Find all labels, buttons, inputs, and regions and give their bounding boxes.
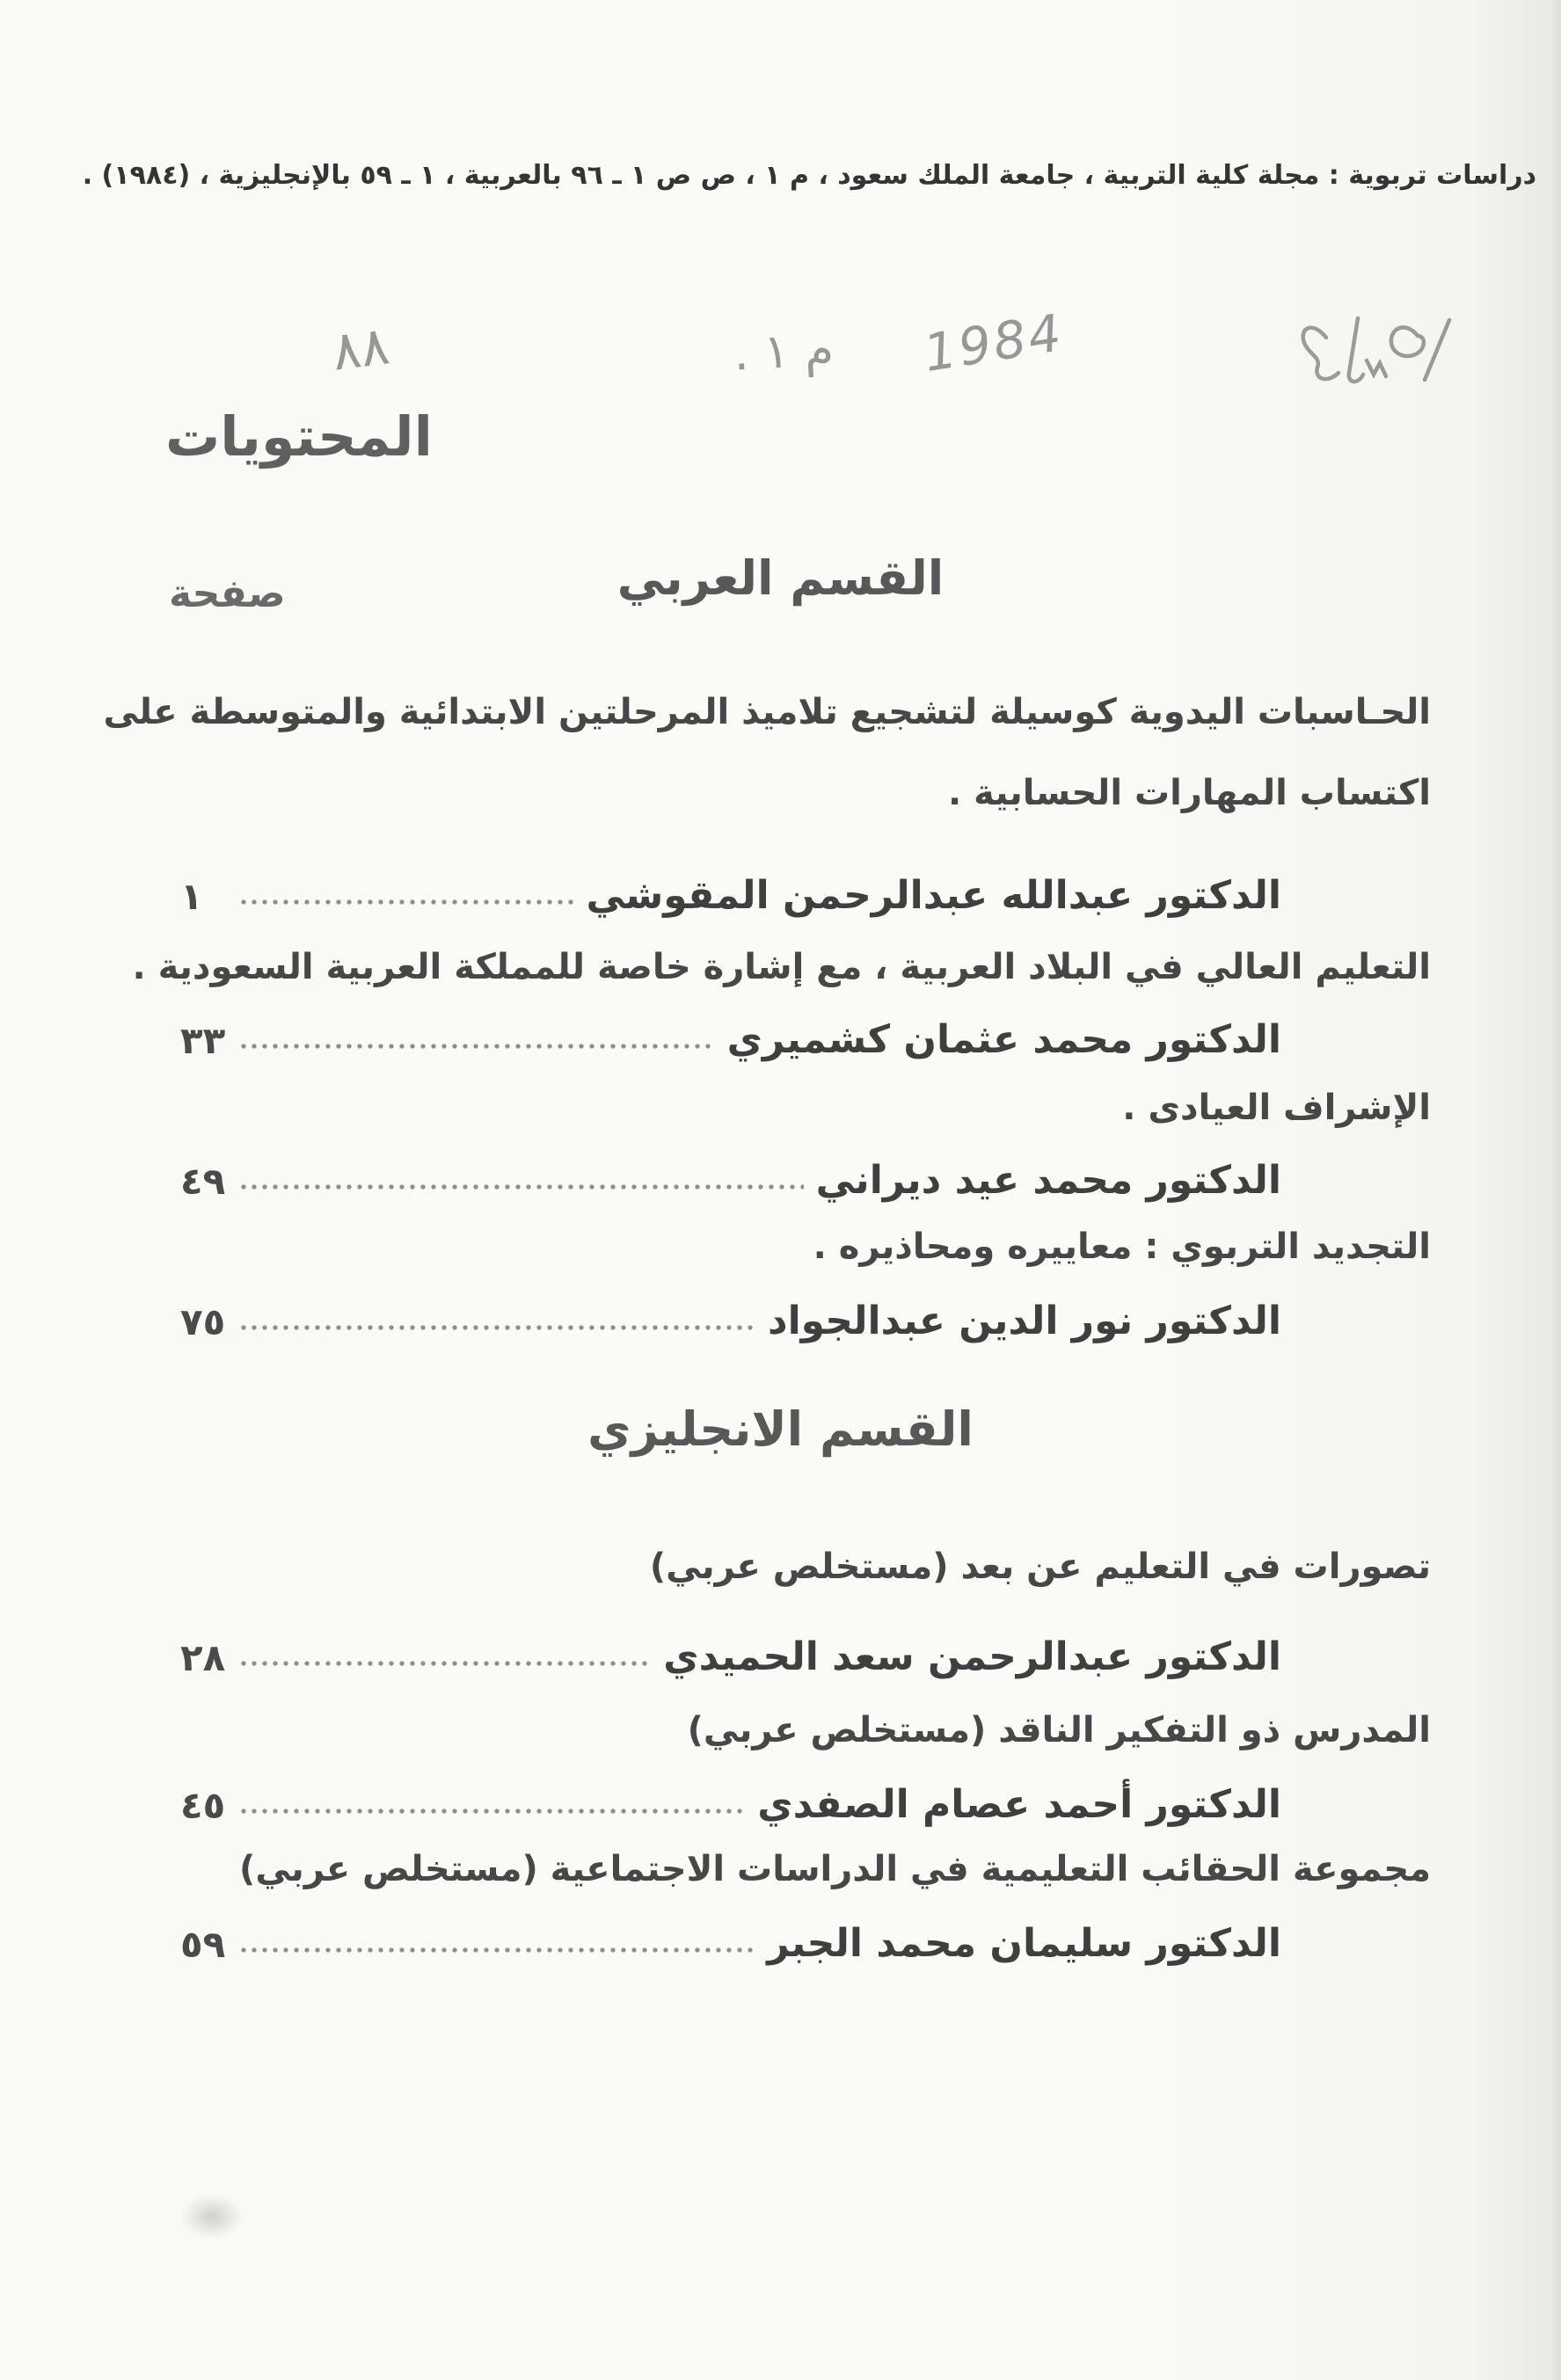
toc-entry-author-row [180, 999, 1281, 1062]
toc-entry-author-row [180, 1764, 1281, 1827]
dotted-leader [240, 1043, 715, 1050]
dotted-leader [240, 1183, 804, 1190]
journal-citation-line: دراسات تربوية : مجلة كلية التربية ، جامعة الملك سعود ، م ١ ، ص ص ١ ـ ٩٦ بالعربية ، ١ ـ ٥٩ بالإنجليزية ، (١٩٨٤) . [82, 160, 1536, 191]
toc-entry-page-number: ١ [180, 875, 203, 918]
toc-entry-author: الدكتور محمد عثمان كشميري [726, 1017, 1281, 1062]
toc-entry-page-number: ٤٥ [180, 1784, 226, 1827]
toc-entry-title: التعليم العالي في البلاد العربية ، مع إشارة خاصة للمملكة العربية السعودية . [132, 947, 1431, 987]
toc-entry-page-number: ٢٨ [180, 1636, 226, 1679]
toc-entry-author-row [180, 1616, 1281, 1679]
toc-entry-page-number: ٤٩ [180, 1160, 226, 1203]
dotted-leader [240, 899, 574, 906]
dotted-leader [240, 1660, 651, 1667]
toc-entry-author: الدكتور سليمان محمد الجبر [767, 1921, 1281, 1966]
toc-entry-title-continued: اكتساب المهارات الحسابية . [948, 773, 1431, 813]
dotted-leader [240, 1324, 755, 1331]
toc-entry-page-number: ٥٩ [180, 1923, 226, 1966]
toc-entry-author-row [180, 1280, 1281, 1343]
handwritten-number-mark: ٨٨ [328, 315, 393, 383]
toc-entry-author: الدكتور أحمد عصام الصفدي [757, 1782, 1281, 1827]
scan-smudge [180, 2194, 244, 2239]
toc-entry-title: مجموعة الحقائب التعليمية في الدراسات الاجتماعية (مستخلص عربي) [239, 1849, 1431, 1889]
toc-entry-page-number: ٣٣ [180, 1019, 226, 1062]
toc-entry-title: الحـاسبات اليدوية كوسيلة لتشجيع تلاميذ المرحلتين الابتدائية والمتوسطة على [103, 692, 1431, 732]
toc-entry-title: تصورات في التعليم عن بعد (مستخلص عربي) [649, 1547, 1431, 1587]
toc-entry-author-row [180, 1139, 1281, 1203]
section-heading-arabic: القسم العربي [616, 550, 945, 606]
contents-title: المحتويات [165, 404, 433, 469]
dotted-leader [240, 1808, 745, 1815]
signature-scribble [1291, 309, 1460, 411]
toc-entry-author-row [180, 855, 1281, 918]
toc-entry-author: الدكتور محمد عيد ديراني [815, 1158, 1281, 1203]
page-column-label: صفحة [169, 571, 286, 616]
toc-entry-author: الدكتور نور الدين عبدالجواد [767, 1299, 1281, 1343]
section-heading-english: القسم الانجليزي [587, 1401, 974, 1457]
dotted-leader [240, 1947, 755, 1954]
toc-entry-title: التجديد التربوي : معاييره ومحاذيره . [813, 1226, 1431, 1267]
toc-entry-author: الدكتور عبدالرحمن سعد الحميدي [663, 1634, 1281, 1679]
toc-entry-title: المدرس ذو التفكير الناقد (مستخلص عربي) [687, 1710, 1431, 1750]
toc-entry-title: الإشراف العيادى . [1122, 1088, 1431, 1128]
toc-entry-page-number: ٧٥ [180, 1300, 226, 1343]
toc-entry-author: الدكتور عبدالله عبدالرحمن المقوشي [586, 873, 1281, 918]
handwritten-year-mark: 1984 [919, 302, 1068, 384]
handwritten-volume-mark: م ١ . [732, 320, 835, 382]
toc-entry-author-row [180, 1903, 1281, 1966]
